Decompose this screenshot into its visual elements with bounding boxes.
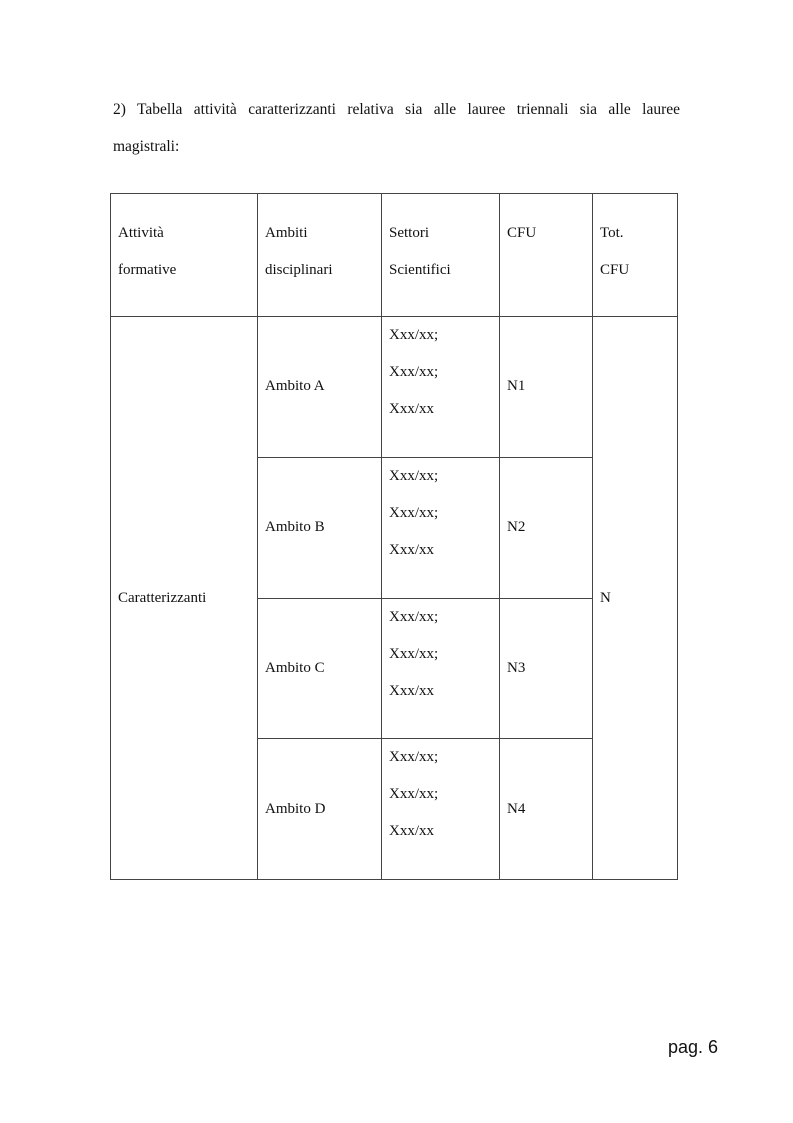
ambito-cell: Ambito A	[258, 317, 382, 458]
settori-cell: Xxx/xx; Xxx/xx; Xxx/xx	[382, 739, 500, 880]
header-settori-scientifici: Settori Scientifici	[382, 194, 500, 317]
table-header-row	[111, 194, 678, 317]
activity-cell: Caratterizzanti	[111, 317, 258, 880]
ambito-cell: Ambito B	[258, 457, 382, 598]
table-row	[111, 317, 678, 458]
page-number: pag. 6	[667, 1037, 718, 1057]
intro-line-1: 2) Tabella attività caratterizzanti relativa sia alle lauree triennali sia alle lauree	[113, 101, 680, 118]
header-cfu: CFU	[500, 194, 593, 317]
settori-cell: Xxx/xx; Xxx/xx; Xxx/xx	[382, 317, 500, 458]
header-attivita-formative: Attività formative	[111, 194, 258, 317]
intro-paragraph	[113, 91, 680, 165]
activities-table	[110, 193, 678, 880]
ambito-cell: Ambito D	[258, 739, 382, 880]
settori-cell: Xxx/xx; Xxx/xx; Xxx/xx	[382, 598, 500, 739]
total-cfu-cell: N	[593, 317, 678, 880]
cfu-cell: N4	[500, 739, 593, 880]
cfu-cell: N2	[500, 457, 593, 598]
cfu-cell: N3	[500, 598, 593, 739]
ambito-cell: Ambito C	[258, 598, 382, 739]
settori-cell: Xxx/xx; Xxx/xx; Xxx/xx	[382, 457, 500, 598]
intro-line-2: magistrali:	[113, 138, 180, 155]
header-tot-cfu: Tot. CFU	[593, 194, 678, 317]
cfu-cell: N1	[500, 317, 593, 458]
header-ambiti-disciplinari: Ambiti disciplinari	[258, 194, 382, 317]
